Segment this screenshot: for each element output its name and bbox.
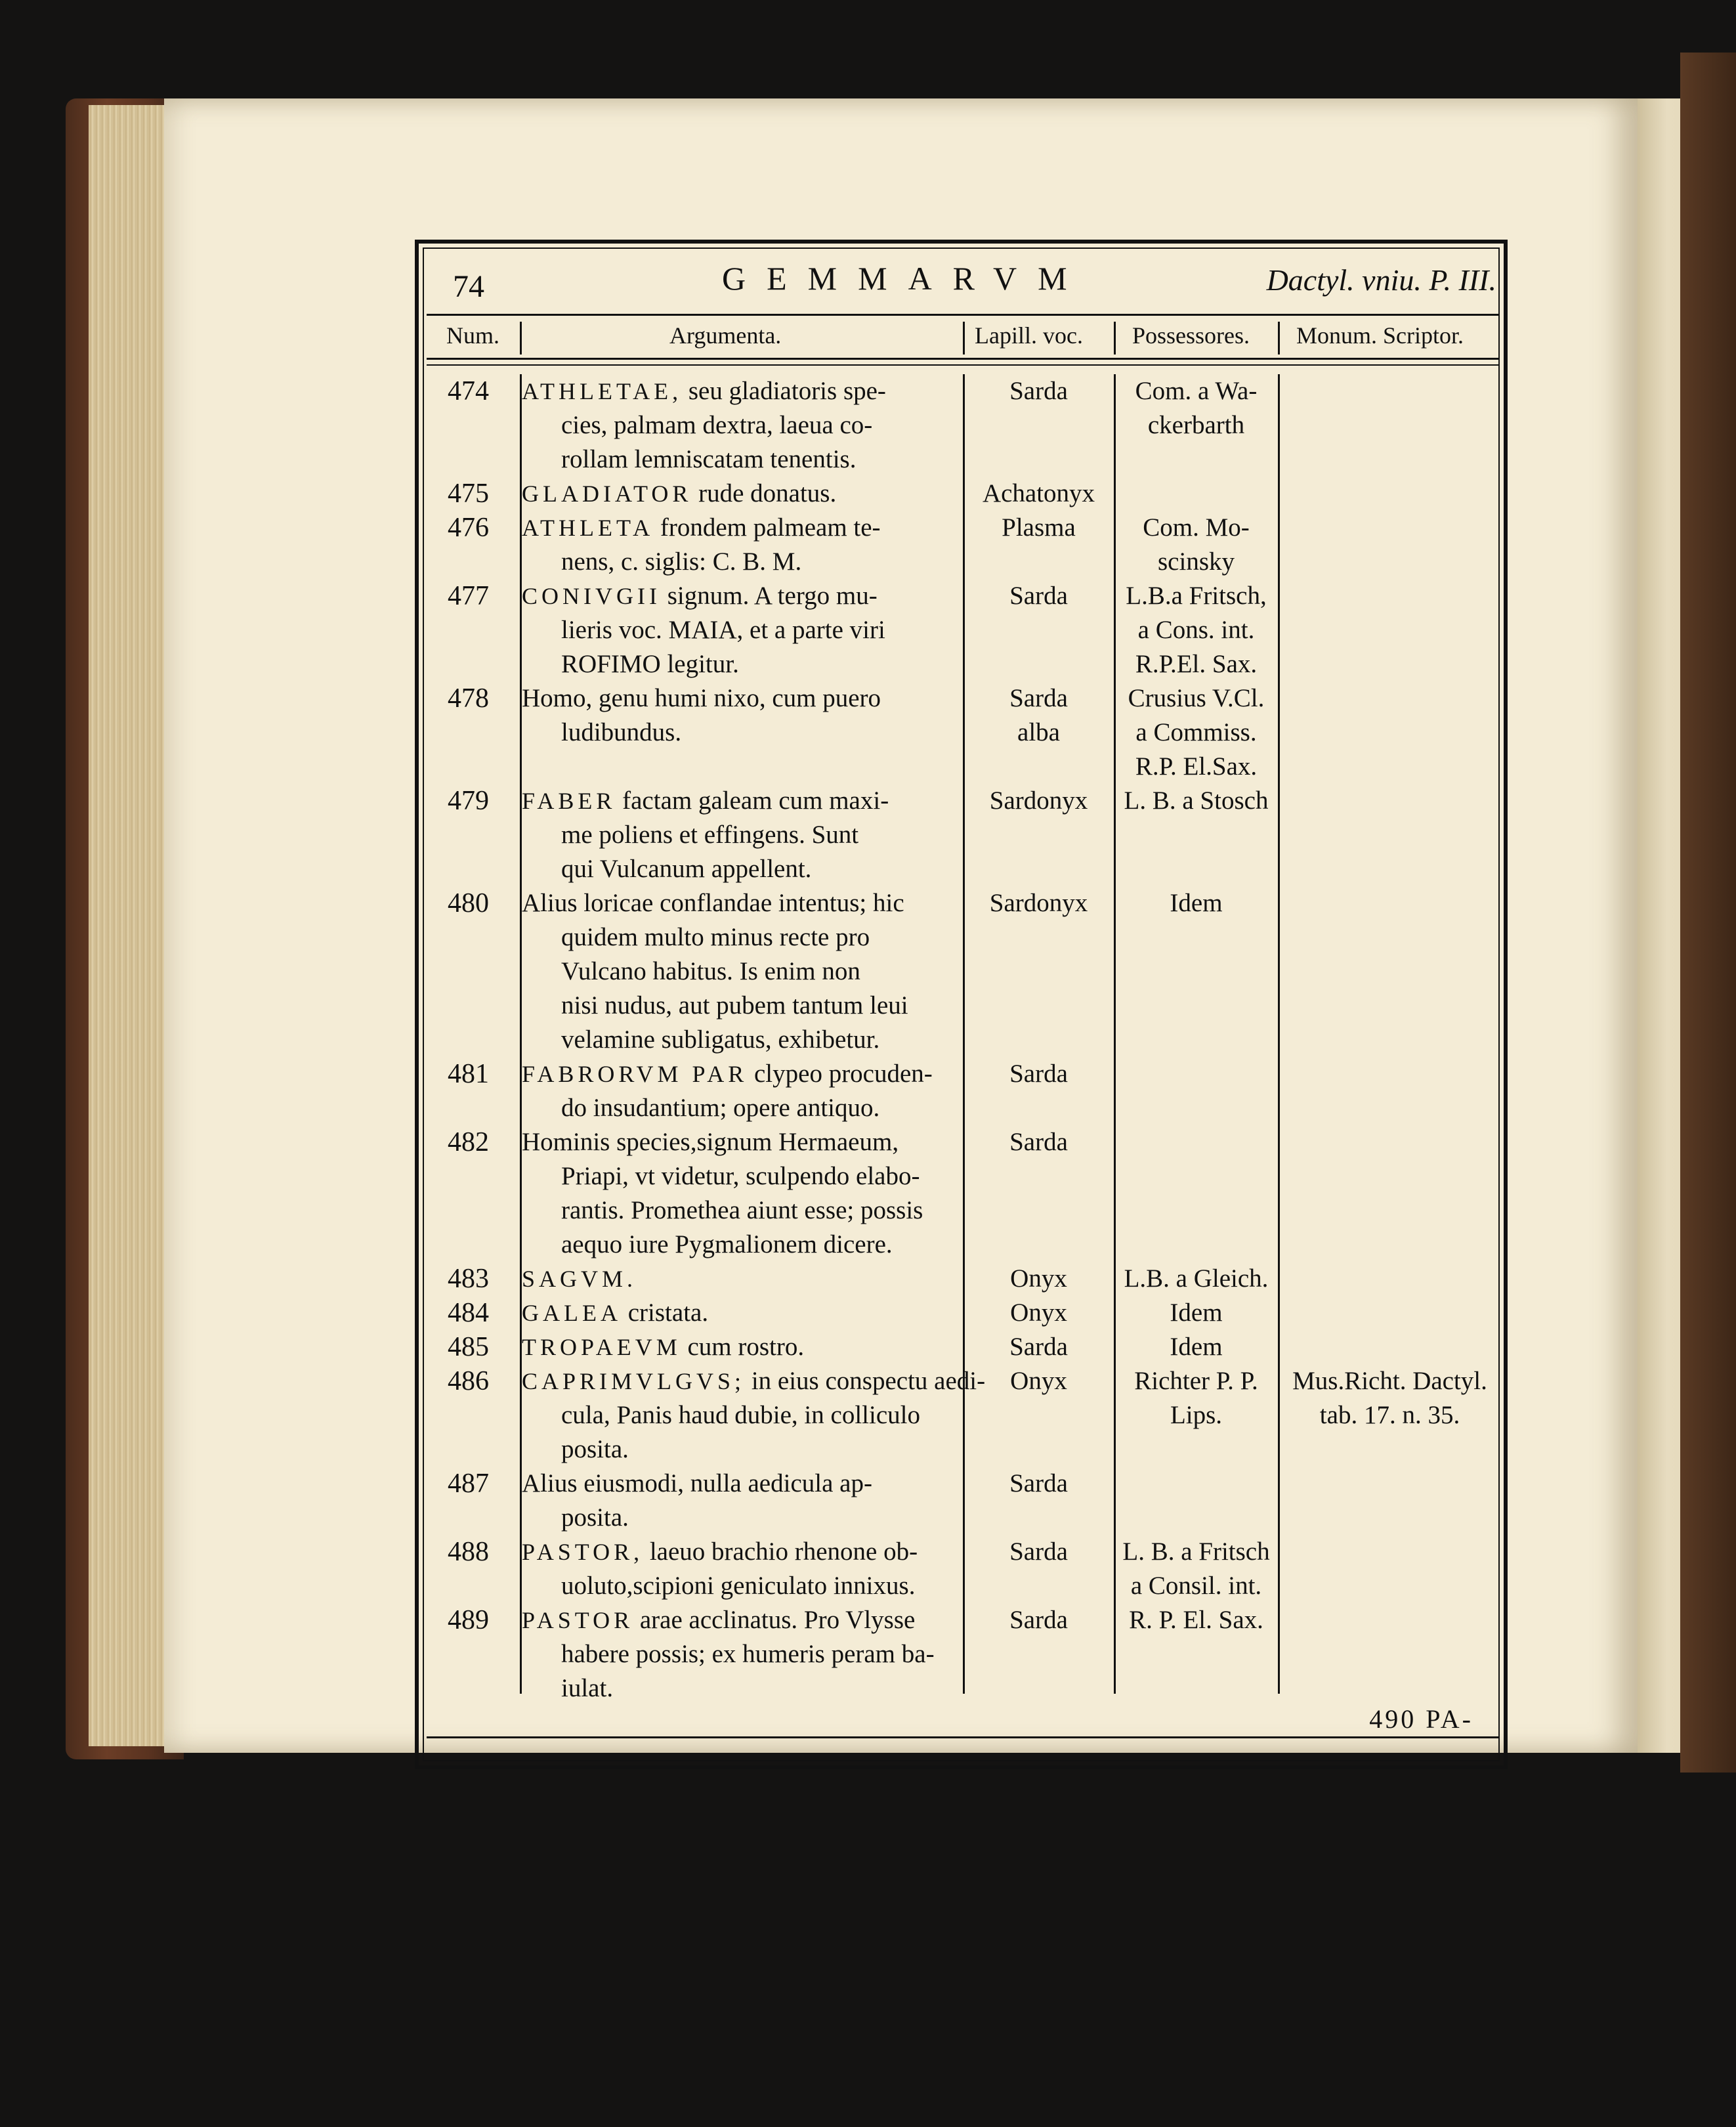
entry-possessor: L.B. a Gleich. xyxy=(1124,1264,1269,1293)
entry-argument: Alius eiusmodi, nulla aedicula ap- posita. xyxy=(522,1469,872,1532)
entry-number: 487 xyxy=(448,1469,489,1499)
page-header xyxy=(453,259,1496,305)
entry-lapill: Sarda xyxy=(1009,1606,1068,1634)
column-header-argumenta: Argumenta. xyxy=(669,322,782,349)
entry-argument: Alius loricae conflandae intentus; hic quidem multo minus recte pro Vulcano habitus. Is enim non nisi nudus, aut pubem tantum leui velamine subligatus, exhibetur. xyxy=(522,889,908,1054)
entry-argument: PASTOR arae acclinatus. Pro Vlysse habere possis; ex humeris peram ba- iulat. xyxy=(522,1606,935,1702)
entry-monument: Mus.Richt. Dactyl. tab. 17. n. 35. xyxy=(1292,1367,1487,1429)
entry-lapill: Sarda alba xyxy=(1009,684,1068,746)
entry-argument: ATHLETAE, seu gladiatoris spe- cies, palmam dextra, laeua co- rollam lemniscatam tenentis. xyxy=(522,377,886,473)
entry-argument: CAPRIMVLGVS; in eius conspectu aedi- cula, Panis haud dubie, in colliculo posita. xyxy=(522,1367,986,1463)
entry-possessor: Richter P. P. Lips. xyxy=(1134,1367,1258,1429)
entry-number: 485 xyxy=(448,1332,489,1362)
column-header-possessores: Possessores. xyxy=(1132,322,1250,349)
entry-lapill: Sardonyx xyxy=(989,786,1088,815)
entry-number: 480 xyxy=(448,888,489,918)
section-reference: Dactyl. vniu. P. III. xyxy=(1266,263,1496,297)
entry-number: 477 xyxy=(448,581,489,611)
entry-lapill: Achatonyx xyxy=(982,479,1095,507)
entry-possessor: Crusius V.Cl. a Commiss. R.P. El.Sax. xyxy=(1128,684,1265,781)
entry-lapill: Sarda xyxy=(1009,377,1068,405)
column-divider xyxy=(520,322,522,354)
column-divider xyxy=(1278,322,1280,354)
entry-number: 478 xyxy=(448,683,489,714)
entry-argument: GALEA cristata. xyxy=(522,1299,709,1327)
column-header-rule-2 xyxy=(427,364,1500,366)
entry-argument: FABRORVM PAR clypeo procuden- do insudantium; opere antiquo. xyxy=(522,1060,933,1122)
column-header-monum: Monum. Scriptor. xyxy=(1296,322,1464,349)
column-header-num: Num. xyxy=(446,322,499,349)
catchword: 490 PA- xyxy=(1369,1704,1473,1734)
entry-argument: PASTOR, laeuo brachio rhenone ob- uoluto,scipioni geniculato innixus. xyxy=(522,1537,918,1600)
entry-argument: Hominis species,signum Hermaeum, Priapi, vt videtur, sculpendo elabo- rantis. Promethea aiunt esse; possis aequo iure Pygmalionem dicere. xyxy=(522,1128,923,1258)
entry-number: 484 xyxy=(448,1298,489,1328)
entry-argument: CONIVGII signum. A tergo mu- lieris voc. MAIA, et a parte viri ROFIMO legitur. xyxy=(522,582,885,678)
entry-number: 481 xyxy=(448,1059,489,1089)
entry-lapill: Onyx xyxy=(1010,1264,1067,1293)
entry-number: 476 xyxy=(448,513,489,543)
entry-possessor: L. B. a Stosch xyxy=(1124,786,1269,815)
entry-lapill: Plasma xyxy=(1002,513,1076,542)
entry-number: 486 xyxy=(448,1366,489,1396)
column-header-lapill: Lapill. voc. xyxy=(975,322,1083,349)
column-divider xyxy=(963,322,965,354)
entry-number: 483 xyxy=(448,1264,489,1294)
column-divider xyxy=(1114,322,1116,354)
header-rule xyxy=(427,314,1500,316)
entry-lapill: Sarda xyxy=(1009,1128,1068,1156)
entry-possessor: Com. Mo- scinsky xyxy=(1143,513,1250,576)
entry-possessor: L.B.a Fritsch, a Cons. int. R.P.El. Sax. xyxy=(1126,582,1267,678)
entry-lapill: Sarda xyxy=(1009,582,1068,610)
entry-lapill: Onyx xyxy=(1010,1299,1067,1327)
entry-number: 489 xyxy=(448,1605,489,1635)
entry-number: 474 xyxy=(448,376,489,406)
page-number: 74 xyxy=(453,269,484,304)
entry-number: 488 xyxy=(448,1537,489,1567)
entry-lapill: Sarda xyxy=(1009,1537,1068,1566)
book-cover-right xyxy=(1680,53,1736,1772)
entry-argument: Homo, genu humi nixo, cum puero ludibundus. xyxy=(522,684,881,746)
entry-argument: GLADIATOR rude donatus. xyxy=(522,479,837,507)
entry-argument: SAGVM. xyxy=(522,1266,637,1292)
entry-number: 475 xyxy=(448,479,489,509)
entry-possessor: Idem xyxy=(1170,1333,1223,1361)
running-title: GEMMARVM xyxy=(722,260,1088,297)
entry-possessor: L. B. a Fritsch a Consil. int. xyxy=(1122,1537,1270,1600)
entry-number: 482 xyxy=(448,1127,489,1157)
entry-possessor: Idem xyxy=(1170,1299,1223,1327)
entry-lapill: Sarda xyxy=(1009,1469,1068,1497)
entry-possessor: Com. a Wa- ckerbarth xyxy=(1135,377,1258,439)
entry-argument: TROPAEVM cum rostro. xyxy=(522,1333,805,1361)
entry-number: 479 xyxy=(448,786,489,816)
column-divider xyxy=(1278,374,1280,1694)
entry-lapill: Sarda xyxy=(1009,1333,1068,1361)
footer-rule xyxy=(427,1736,1500,1738)
entry-possessor: R. P. El. Sax. xyxy=(1129,1606,1263,1634)
entry-lapill: Sarda xyxy=(1009,1060,1068,1088)
entry-lapill: Sardonyx xyxy=(989,889,1088,917)
entry-lapill: Onyx xyxy=(1010,1367,1067,1395)
entry-argument: FABER factam galeam cum maxi- me poliens et effingens. Sunt qui Vulcanum appellent. xyxy=(522,786,889,883)
entry-possessor: Idem xyxy=(1170,889,1223,917)
entry-argument: ATHLETA frondem palmeam te- nens, c. siglis: C. B. M. xyxy=(522,513,881,576)
